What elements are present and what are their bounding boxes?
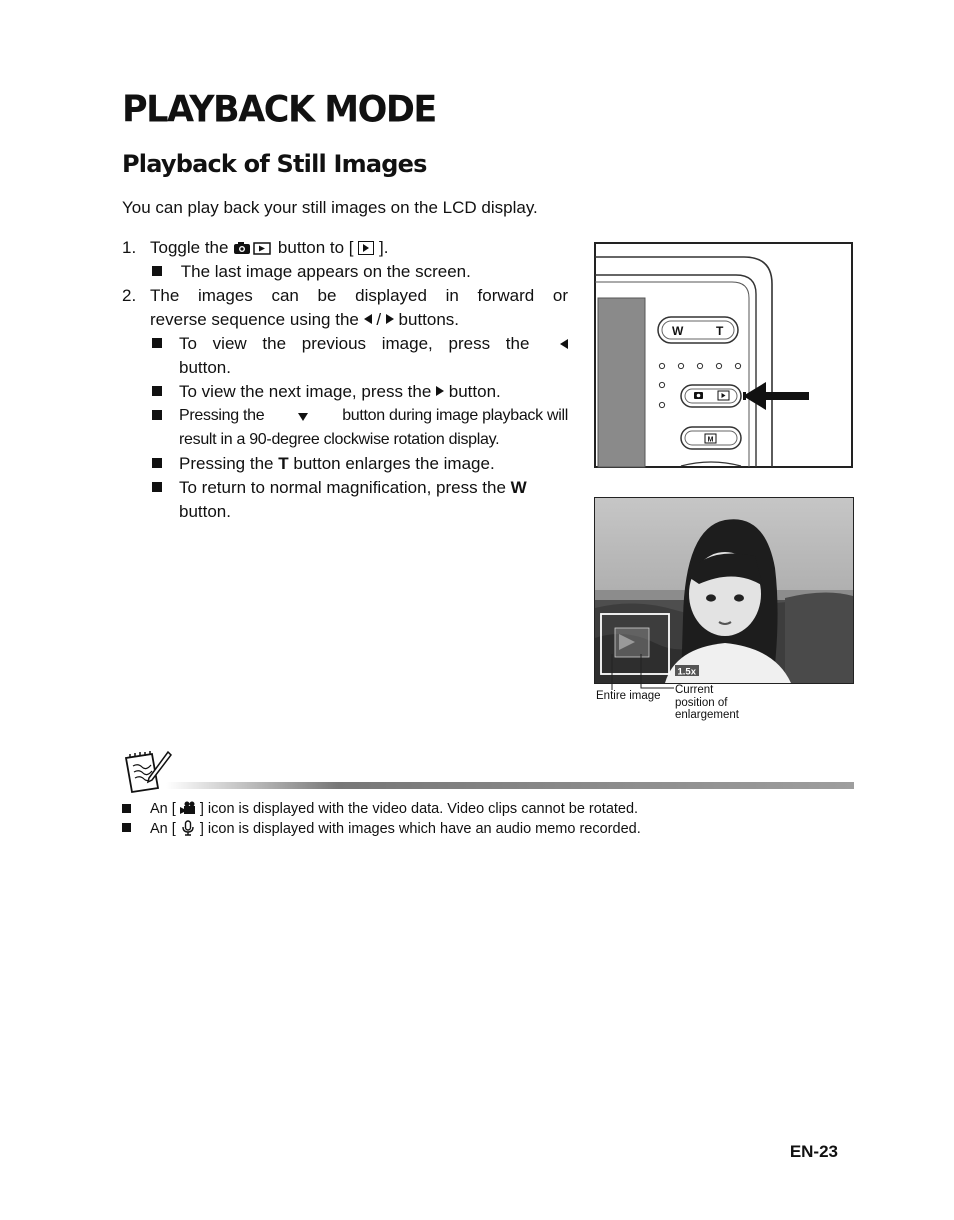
down-arrow-icon [298, 413, 308, 421]
bullet-tele [152, 452, 162, 476]
camera-playback-toggle-icon [233, 238, 273, 262]
zoom-level-label: 1.5x [677, 666, 696, 678]
section-title: Playback of Still Images [122, 150, 427, 178]
bullet-next-text: To view the next image, press the button. [179, 382, 501, 401]
w-button-label: W [672, 324, 684, 338]
left-arrow-icon [364, 314, 372, 324]
right-arrow-icon [386, 314, 394, 324]
t-key-label: T [278, 454, 289, 473]
w-key-label: W [510, 478, 527, 497]
bullet-wide-text: To return to normal magnification, press the W button. [179, 478, 527, 521]
step-1 [122, 236, 136, 260]
playback-icon [358, 241, 374, 255]
step-1-number: 1. [122, 238, 137, 257]
step-1-bullet: The last image appears on the screen. [152, 260, 471, 284]
bullet-square-icon [122, 804, 131, 813]
bullet-square-icon [152, 386, 162, 396]
microphone-icon [180, 820, 196, 836]
bullet-square-icon [152, 410, 162, 420]
note-icon [122, 750, 172, 799]
note-divider [166, 782, 854, 789]
bullet-rotate-text: Pressing the button during image playback will result in a 90-degree clockwise rotation display. [179, 407, 568, 448]
note-2 [122, 820, 131, 836]
bullet-prev-text: To view the previous image, press the button. [179, 332, 568, 380]
bullet-rotate [152, 404, 162, 428]
t-button-label: T [716, 324, 724, 338]
note-1 [122, 801, 131, 817]
intro-text: You can play back your still images on the LCD display. [122, 198, 538, 217]
bullet-tele-text: Pressing the T button enlarges the image. [179, 454, 495, 473]
bullet-wide [152, 476, 162, 500]
step-1-text: Toggle the button to [ ]. [150, 236, 388, 262]
page-number: EN-23 [789, 1142, 838, 1161]
note-2-text: An [ ] icon is displayed with images which have an audio memo recorded. [150, 821, 641, 837]
note-1-text: An [ ] icon is displayed with the video data. Video clips cannot be rotated. [150, 801, 639, 817]
m-button-label: M [707, 436, 714, 444]
bullet-prev [152, 332, 162, 356]
video-icon [180, 801, 196, 815]
caption-entire-image: Entire image [596, 690, 661, 702]
bullet-next [152, 380, 162, 404]
step-2-line-2: reverse sequence using the / buttons. [150, 310, 460, 329]
right-arrow-icon [436, 386, 444, 396]
left-arrow-icon [560, 339, 568, 349]
bullet-square-icon [152, 338, 162, 348]
caption-current-position: Current position of enlargement [675, 684, 739, 721]
page-title: PLAYBACK MODE [122, 89, 436, 131]
bullet-square-icon [152, 266, 162, 276]
bullet-square-icon [152, 482, 162, 492]
bullet-square-icon [152, 458, 162, 468]
camera-back-illustration [594, 242, 853, 468]
step-2-line-1: The images can be displayed in forward or [150, 286, 568, 305]
step-2-number: 2. [122, 286, 137, 305]
bullet-square-icon [122, 823, 131, 832]
